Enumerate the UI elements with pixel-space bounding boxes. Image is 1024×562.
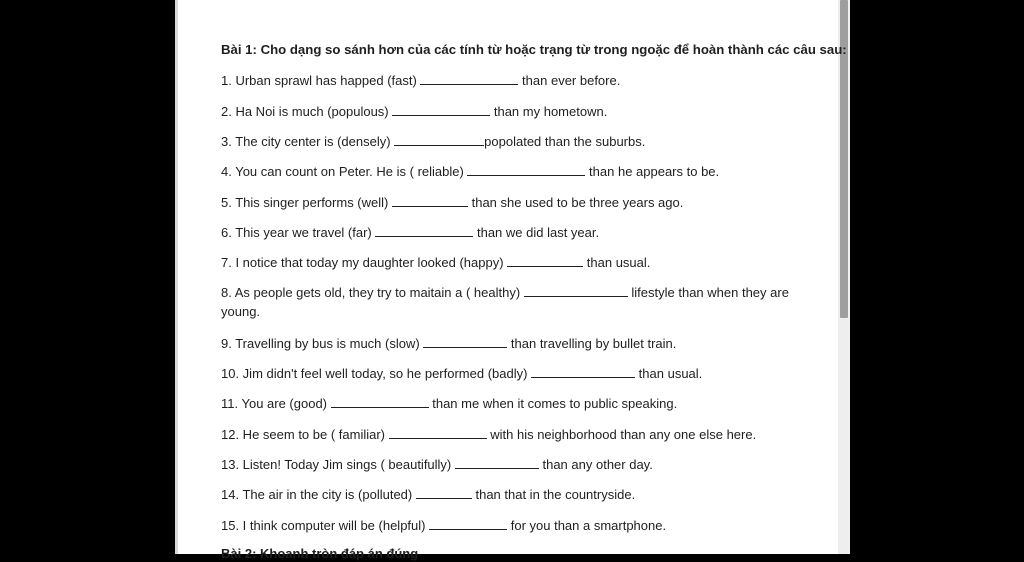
exercise-heading: Bài 1: Cho dạng so sánh hơn của các tính từ hoặc trạng từ trong ngoặc để hoàn thành các câu sau:	[221, 42, 847, 57]
item-text-after: than me when it comes to public speaking.	[428, 396, 678, 411]
answer-blank	[331, 395, 429, 408]
exercise-item-9	[221, 335, 676, 352]
item-text-after: for you than a smartphone.	[507, 518, 667, 533]
answer-blank	[416, 486, 472, 499]
next-exercise-heading-partial: Bài 2: Khoanh tròn đáp án đúng	[221, 546, 419, 561]
item-text-before: 11. You are (good)	[221, 396, 331, 411]
item-text-before: 6. This year we travel (far)	[221, 225, 376, 240]
answer-blank	[392, 103, 490, 116]
item-text-before: 4. You can count on Peter. He is ( reliable)	[221, 164, 468, 179]
item-text-before: 14. The air in the city is (polluted)	[221, 487, 416, 502]
exercise-item-7	[221, 254, 650, 271]
answer-blank	[420, 72, 518, 85]
item-text-after: than usual.	[583, 255, 651, 270]
exercise-item-1	[221, 72, 620, 89]
answer-blank	[467, 163, 585, 176]
item-text-before: 1. Urban sprawl has happed (fast)	[221, 73, 421, 88]
item-text-after: than my hometown.	[490, 104, 608, 119]
item-text-after: than we did last year.	[473, 225, 600, 240]
item-text-before: 2. Ha Noi is much (populous)	[221, 104, 393, 119]
item-text-after: than she used to be three years ago.	[467, 195, 684, 210]
exercise-item-12	[221, 426, 756, 443]
answer-blank	[389, 426, 487, 439]
item-text-after: with his neighborhood than any one else here.	[486, 427, 757, 442]
item-text-after: than that in the countryside.	[471, 487, 636, 502]
item-text-after: lifestyle than when they are	[627, 285, 789, 300]
answer-blank	[531, 365, 635, 378]
item-text-after: popolated than the suburbs.	[484, 134, 646, 149]
answer-blank	[423, 335, 507, 348]
exercise-item-14	[221, 486, 635, 503]
exercise-item-3	[221, 133, 645, 150]
item-text-before: 8. As people gets old, they try to maitain a ( healthy)	[221, 285, 524, 300]
item-text-before: 7. I notice that today my daughter looked (happy)	[221, 255, 508, 270]
item-text-before: 3. The city center is (densely)	[221, 134, 395, 149]
exercise-item-5	[221, 194, 683, 211]
answer-blank	[375, 224, 473, 237]
exercise-item-11	[221, 395, 677, 412]
answer-blank	[524, 284, 628, 297]
exercise-item-8	[221, 284, 789, 301]
item-text-after: than travelling by bullet train.	[507, 336, 677, 351]
answer-blank	[455, 456, 539, 469]
item-text-after: than he appears to be.	[585, 164, 720, 179]
item-text-after: than usual.	[635, 366, 703, 381]
exercise-item-4	[221, 163, 719, 180]
answer-blank	[394, 133, 484, 146]
exercise-item-10	[221, 365, 702, 382]
item-text-before: 10. Jim didn't feel well today, so he performed (badly)	[221, 366, 532, 381]
exercise-item-2	[221, 103, 607, 120]
item-text-before: 15. I think computer will be (helpful)	[221, 518, 430, 533]
exercise-item-6	[221, 224, 599, 241]
item-text-after: than any other day.	[538, 457, 653, 472]
item-text-before: 12. He seem to be ( familiar)	[221, 427, 389, 442]
item-text-before: 5. This singer performs (well)	[221, 195, 392, 210]
item-text-before: 9. Travelling by bus is much (slow)	[221, 336, 424, 351]
answer-blank	[392, 194, 468, 207]
item-text-before: 13. Listen! Today Jim sings ( beautifully)	[221, 457, 455, 472]
item-text-after: than ever before.	[518, 73, 621, 88]
exercise-item-15	[221, 517, 666, 534]
answer-blank	[429, 517, 507, 530]
exercise-item-8-continuation: young.	[221, 304, 261, 319]
exercise-item-13	[221, 456, 653, 473]
answer-blank	[507, 254, 583, 267]
